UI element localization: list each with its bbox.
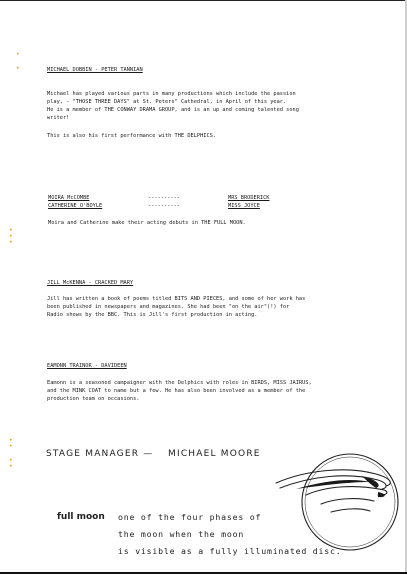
trainor-line-1: Eamonn is a seasoned campaigner with the Delphics with roles in BIRDS, MISS JAIRUS, [47, 380, 312, 386]
cast-row [48, 195, 378, 203]
definition-line-1: one of the four phases of [118, 512, 262, 522]
dobbin-line-1: Michael has played various parts in many productions which include the passion [47, 91, 296, 97]
cast-dashes: ---------- [148, 203, 180, 209]
mckenna-line-1: Jill has written a book of poems titled BITS AND PIECES, and some of her work has [47, 296, 306, 302]
stage-manager-name: MICHAEL MOORE [168, 449, 261, 459]
punch-mark-middle: • • • [9, 227, 13, 246]
page-top-edge [0, 0, 407, 1]
dobbin-line-3: He is a member of THE CONWAY DRAMA GROUP, and is an up and coming talented song [47, 107, 299, 113]
punch-mark-bottom: • • • • [9, 437, 13, 470]
mckenna-heading: JILL McKENNA - CRACKED MARY [47, 280, 134, 286]
dobbin-note: This is also his first performance with THE DELPHICS. [47, 133, 217, 139]
cast-role: MISS JOYCE [228, 203, 260, 209]
mckenna-line-2: been published in newspapers and magazines. She had been "on the air"(!) for [47, 304, 290, 310]
punch-mark-top: • • [16, 51, 20, 72]
mckenna-line-3: Radio shows by the BBC. This is Jill's first production in acting. [47, 312, 258, 318]
definition-line-3: is visible as a fully illuminated disc. [118, 546, 342, 556]
cast-actor: MOIRA McCOMBE [48, 195, 90, 201]
cast-dashes: ---------- [148, 195, 180, 201]
moon-swoosh-line [331, 509, 370, 512]
dobbin-heading: MICHAEL DOBBIN - PETER TANNIAN [47, 67, 143, 73]
stage-manager-label: STAGE MANAGER — [46, 449, 154, 459]
moon-swoosh-line [306, 487, 387, 496]
dobbin-line-4: writer! [47, 115, 70, 121]
dobbin-line-2: play, - "THOSE THREE DAYS" at St. Peters" Cathedral, in April of this year. [47, 99, 287, 105]
moon-disc-outline [302, 454, 398, 550]
definition-term: full moon [57, 512, 105, 522]
cast-row [48, 203, 378, 211]
trainor-line-2: and the MINK COAT to name but a few. He has also been involved as a member of the [47, 388, 306, 394]
trainor-line-3: production team on occasions. [47, 396, 140, 402]
definition-line-2: the moon when the moon [118, 529, 245, 539]
cast-note: Moira and Catherine make their acting debuts in THE FULL MOON. [48, 220, 246, 226]
trainor-heading: EAMONN TRAINOR - DAVIDEEN [47, 363, 127, 369]
moon-swoosh-line [321, 499, 374, 504]
cast-role: MRS BRODERICK [228, 195, 270, 201]
cast-actor: CATHERINE O'BOYLE [48, 203, 103, 209]
